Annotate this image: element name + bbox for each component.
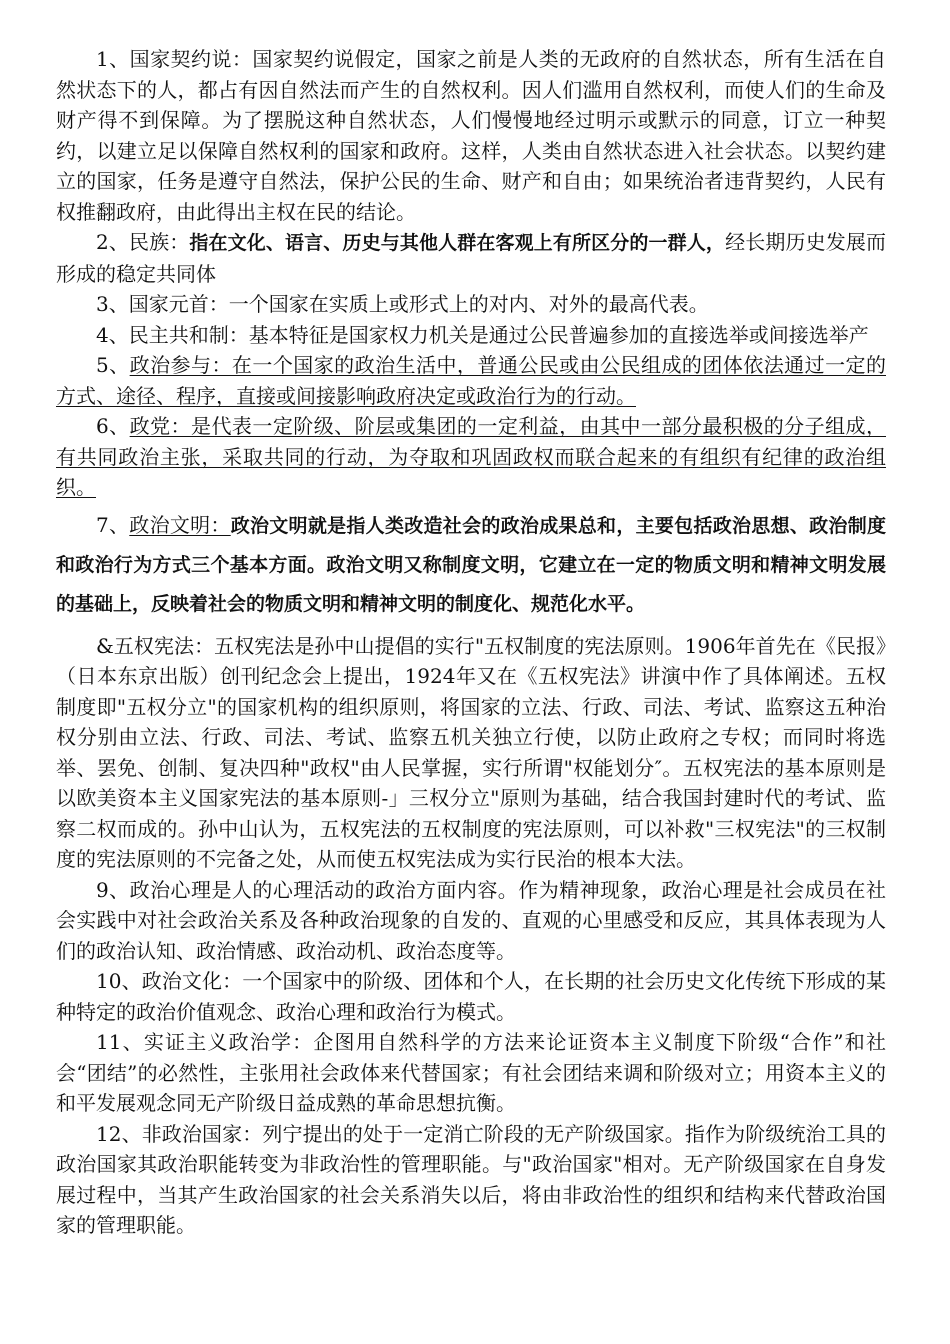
paragraph-text: 1、国家契约说：国家契约说假定，国家之前是人类的无政府的自然状态，所有生活在自然状态下的人，都占有因自然法而产生的自然权利。因人们滥用自然权利，而使人们的生命及财产得不到保障。为了摆脱这种自然状态，人们慢慢地经过明示或默示的同意，订立一种契约，以建立足以保障自然权利的国家和政府。这样，人类由自然状态进入社会状态。以契约建立的国家，任务是遵守自然法，保护公民的生命、财产和自由；如果统治者违背契约，人民有权推翻政府，由此得出主权在民的结论。 xyxy=(56,47,886,224)
paragraph-text: 5、 xyxy=(96,353,130,377)
paragraph-text: 9、政治心理是人的心理活动的政治方面内容。作为精神现象，政治心理是社会成员在社会实践中对社会政治关系及各种政治现象的自发的、直观的心里感受和反应，其具体表现为人们的政治认知、政治情感、政治动机、政治态度等。 xyxy=(56,877,886,963)
paragraph-political-participation xyxy=(56,350,886,411)
underlined-term: 政治文明： xyxy=(129,512,231,537)
paragraph-political-civilization xyxy=(56,506,886,623)
paragraph-text: 11、实证主义政治学：企图用自然科学的方法来论证资本主义制度下阶级“合作”和社会“团结”的必然性，主张用社会政体来代替国家；有社会团结来调和阶级对立；用资本主义的和平发展观念同无产阶级日益成熟的革命思想抗衡。 xyxy=(56,1030,886,1115)
paragraph-positivist-politics xyxy=(56,1027,886,1119)
bold-definition: 政治文明就是指人类改造社会的政治成果总和，主要包括政治思想、政治制度和政治行为方式三个基本方面。政治文明又称制度文明，它建立在一定的物质文明和精神文明发展的基础上，反映着社会的物质文明和精神文明的制度化、规范化水平。 xyxy=(56,514,886,615)
paragraph-political-culture xyxy=(56,966,886,1027)
paragraph-text: 6、 xyxy=(96,414,130,438)
underlined-definition: 政治参与：在一个国家的政治生活中，普通公民或由公民组成的团体依法通过一定的方式、途径、程序，直接或间接影响政府决定或政治行为的行动。 xyxy=(56,353,886,408)
underlined-definition: 政党：是代表一定阶级、阶层或集团的一定利益，由其中一部分最积极的分子组成，有共同政治主张，采取共同的行动，为夺取和巩固政权而联合起来的有组织有纪律的政治组织。 xyxy=(56,414,886,499)
paragraph-non-political-state xyxy=(56,1119,886,1241)
paragraph-text: &五权宪法：五权宪法是孙中山提倡的实行"五权制度的宪法原则。1906年首先在《民报》（日本东京出版）创刊纪念会上提出，1924年又在《五权宪法》讲演中作了具体阐述。五权制度即"五权分立"的国家机构的组织原则，将国家的立法、行政、司法、考试、监察这五种治权分别由立法、行政、司法、考试、监察五机关独立行使，以防止政府之专权；而同时将选举、罢免、创制、复决四种"政权"由人民掌握，实行所谓"权能划分″。五权宪法的基本原则是以欧美资本主义国家宪法的基本原则-」三权分立"原则为基础，结合我国封建时代的考试、监察二权而成的。孙中山认为，五权宪法的五权制度的宪法原则，可以补救"三权宪法"的三权制度的宪法原则的不完备之处，从而使五权宪法成为实行民治的根本大法。 xyxy=(56,633,886,871)
paragraph-head-of-state xyxy=(56,289,886,320)
paragraph-text: 7、 xyxy=(96,512,130,537)
paragraph-political-party xyxy=(56,411,886,503)
paragraph-five-power-constitution xyxy=(56,631,886,875)
paragraph-text: 12、非政治国家：列宁提出的处于一定消亡阶段的无产阶级国家。指作为阶级统治工具的政治国家其政治职能转变为非政治性的管理职能。与"政治国家"相对。无产阶级国家在自身发展过程中，当其产生政治国家的社会关系消失以后，将由非政治性的组织和结构来代替政治国家的管理职能。 xyxy=(56,1121,886,1237)
bold-definition: 指在文化、语言、历史与其他人群在客观上有所区分的一群人， xyxy=(189,232,726,254)
paragraph-political-psychology xyxy=(56,875,886,967)
paragraph-text: 4、民主共和制：基本特征是国家权力机关是通过公民普遍参加的直接选举或间接选举产 xyxy=(96,322,869,347)
paragraph-social-contract xyxy=(56,44,886,227)
paragraph-text: 2、民族： xyxy=(96,230,190,254)
paragraph-nation xyxy=(56,227,886,289)
paragraph-democratic-republic xyxy=(56,320,886,351)
paragraph-text: 经长期历史发展而形成的稳定共同体 xyxy=(56,230,886,286)
paragraph-text: 3、国家元首：一个国家在实质上或形式上的对内、对外的最高代表。 xyxy=(96,292,709,316)
paragraph-text: 10、政治文化：一个国家中的阶级、团体和个人，在长期的社会历史文化传统下形成的某种特定的政治价值观念、政治心理和政治行为模式。 xyxy=(56,969,886,1024)
